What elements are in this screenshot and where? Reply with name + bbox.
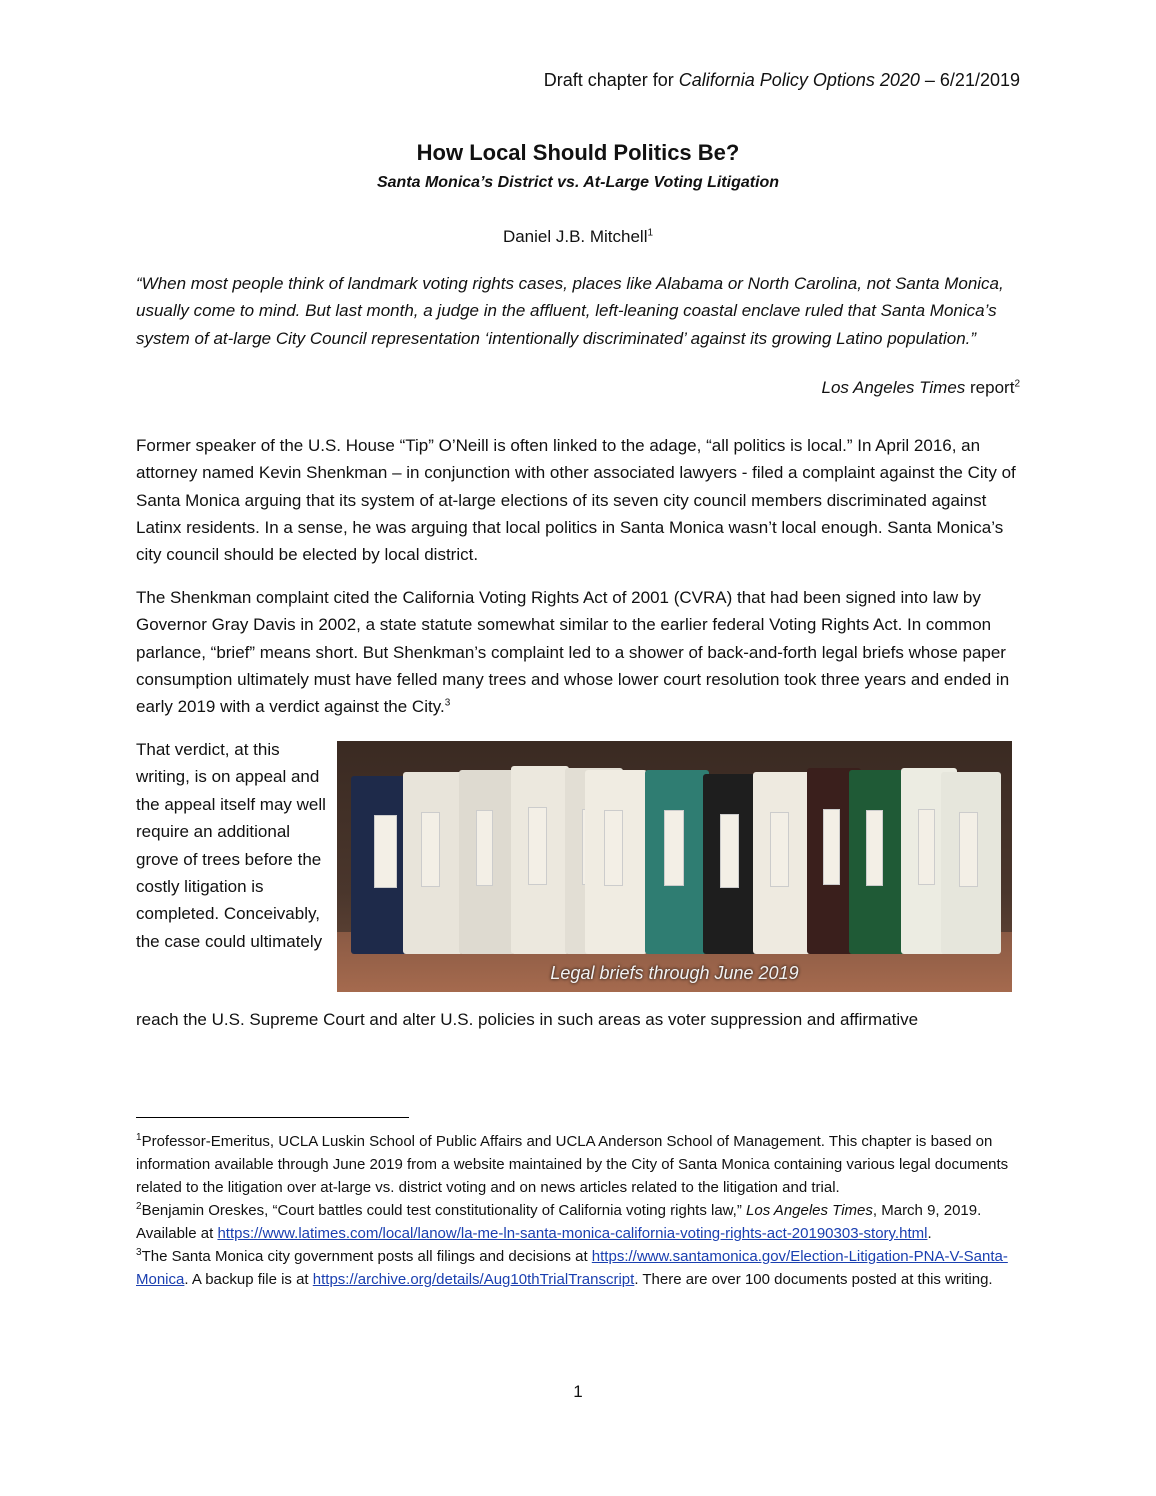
footnote-1-number: 1 — [136, 1132, 142, 1143]
footnote-3-number: 3 — [136, 1247, 142, 1258]
footnote-2-pre: Benjamin Oreskes, “Court battles could test constitutionality of California voting rights law,” — [141, 1202, 747, 1219]
latimes-article-link[interactable]: https://www.latimes.com/local/lanow/la-me-ln-santa-monica-california-voting-rights-act-20190303-story.html — [217, 1225, 928, 1242]
author-name: Daniel J.B. Mitchell — [502, 227, 648, 246]
photo-caption: Legal briefs through June 2019 — [550, 963, 799, 983]
body-paragraph-2-text: The Shenkman complaint cited the California Voting Rights Act of 2001 (CVRA) that had been signed into law by Governor Gray Davis in 2002, a state statute somewhat similar to the earlier federal Voting Rights Act. In common parlance, “brief” means short. But Shenkman’s complaint led to a shower of back-and-forth legal briefs whose paper consumption ultimately must have felled many trees and whose lower court resolution took three years and ended in early 2019 with a verdict against the City. — [136, 588, 1010, 717]
footnote-separator — [136, 1117, 409, 1118]
chapter-title: How Local Should Politics Be? — [416, 140, 740, 165]
binders-photo — [337, 741, 1012, 992]
footnote-ref-1[interactable]: 1 — [647, 227, 654, 239]
wrapped-text-column: That verdict, at this writing, is on appeal and the appeal itself may well require an additional grove of trees before the costly litigation is completed. Conceivably, the case could ultimately — [136, 740, 326, 951]
header-prefix: Draft chapter for — [543, 70, 679, 90]
binder — [511, 766, 569, 954]
footnote-2-mid: , March 9, 2019. Available at — [136, 1202, 982, 1242]
santamonica-gov-link[interactable]: https://www.santamonica.gov/Election-Litigation-PNA-V-Santa-Monica — [136, 1248, 1008, 1288]
header-date: – 6/21/2019 — [919, 70, 1020, 90]
attribution-rest: report — [965, 378, 1015, 397]
binder — [753, 772, 811, 954]
footnote-3-end: . There are over 100 documents posted at this writing. — [634, 1271, 993, 1288]
footnote-2-end: . — [927, 1225, 932, 1242]
footnote-1-text: Professor-Emeritus, UCLA Luskin School of Public Affairs and UCLA Anderson School of Management. This chapter is based on information available through June 2019 from a website maintained by the City of Santa Monica containing various legal documents related to the litigation over at-large vs. district voting and on news articles related to the litigation and trial. — [136, 1133, 1009, 1196]
footnote-2-source: Los Angeles Times — [746, 1202, 873, 1219]
body-paragraph-2 — [136, 584, 1020, 720]
binder — [403, 772, 463, 954]
chapter-subtitle: Santa Monica’s District vs. At-Large Voting Litigation — [376, 174, 780, 191]
author-line — [0, 227, 1156, 247]
epigraph-quote: “When most people think of landmark voting rights cases, places like Alabama or North Carolina, not Santa Monica, usually come to mind. But last month, a judge in the affluent, left-leaning coastal enclave ruled that Santa Monica’s system of at-large City Council representation ‘intentionally discriminated’ against its growing Latino population.” — [136, 274, 1004, 348]
header-book-title: California Policy Options 2020 — [678, 70, 920, 90]
footnote-3-pre: The Santa Monica city government posts all filings and decisions at — [141, 1248, 592, 1265]
attribution-source: Los Angeles Times — [821, 378, 966, 397]
footnote-2-number: 2 — [136, 1201, 142, 1212]
archive-org-link[interactable]: https://archive.org/details/Aug10thTrialTranscript — [312, 1271, 635, 1288]
binder — [585, 770, 647, 954]
footnote-ref-2[interactable]: 2 — [1014, 378, 1020, 390]
body-paragraph-1: Former speaker of the U.S. House “Tip” O’Neill is often linked to the adage, “all politics is local.” In April 2016, an attorney named Kevin Shenkman – in conjunction with other associated lawyers - filed a complaint against the City of Santa Monica arguing that its system of at-large elections of its seven city council members discriminated against Latinx residents. In a sense, he was arguing that local politics in Santa Monica wasn’t local enough. Santa Monica’s city council should be elected by local district. — [136, 436, 1016, 565]
binder — [849, 770, 905, 954]
page-number: 1 — [573, 1382, 583, 1401]
footnotes — [136, 1130, 1020, 1291]
running-header — [544, 70, 1020, 91]
continued-text-line: reach the U.S. Supreme Court and alter U.S. policies in such areas as voter suppression and affirmative — [136, 1010, 919, 1029]
binder — [645, 770, 709, 954]
footnote-2 — [136, 1199, 1020, 1245]
binder — [941, 772, 1001, 954]
binder — [459, 770, 515, 954]
footnote-ref-3[interactable]: 3 — [444, 697, 451, 709]
footnote-3 — [136, 1245, 1020, 1291]
quote-attribution — [822, 378, 1021, 398]
footnote-1 — [136, 1130, 1020, 1199]
footnote-3-mid: . A backup file is at — [184, 1271, 313, 1288]
